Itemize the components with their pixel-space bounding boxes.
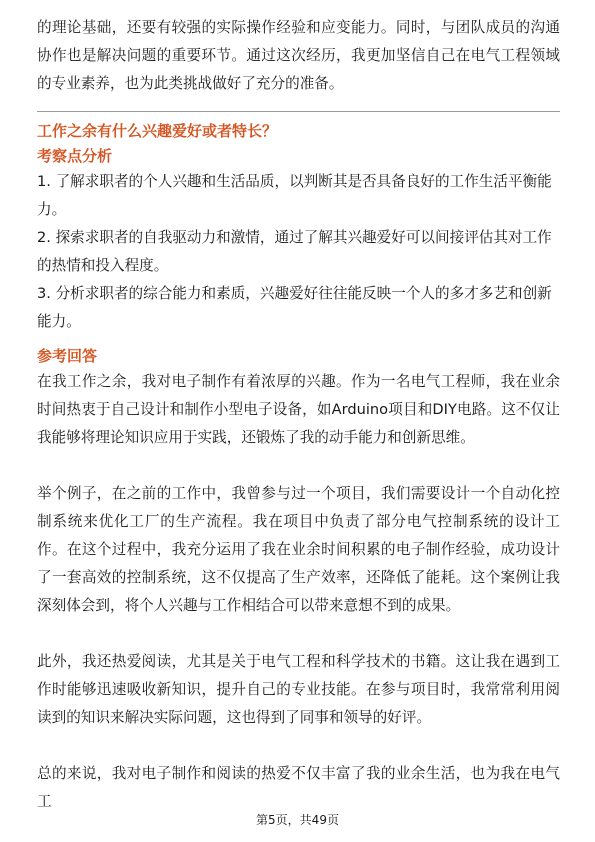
answer-heading: 参考回答	[37, 347, 98, 365]
page-number: 第5页，共49页	[256, 813, 339, 827]
answer-paragraph-4: 总的来说，我对电子制作和阅读的热爱不仅丰富了我的业余生活，也为我在电气工	[37, 765, 560, 810]
analysis-item-3: 3. 分析求职者的综合能力和素质，兴趣爱好往往能反映一个人的多才多艺和创新能力。	[37, 285, 552, 330]
spacer	[37, 620, 560, 648]
answer-paragraph-1: 在我工作之余，我对电子制作有着浓厚的兴趣。作为一名电气工程师，我在业余时间热衷于自己设计和制作小型电子设备，如Arduino项目和DIY电路。这不仅让我能够将理论知识应用于实践，还锻炼了我的动手能力和创新思维。	[37, 373, 560, 446]
intro-paragraph: 的理论基础，还要有较强的实际操作经验和应变能力。同时，与团队成员的沟通协作也是解决问题的重要环节。通过这次经历，我更加坚信自己在电气工程领域的专业素养，也为此类挑战做好了充分的准备。	[37, 19, 560, 92]
spacer	[37, 452, 560, 480]
answer-paragraph-2: 举个例子，在之前的工作中，我曾参与过一个项目，我们需要设计一个自动化控制系统来优化工厂的生产流程。我在项目中负责了部分电气控制系统的设计工作。在这个过程中，我充分运用了我在业余时间积累的电子制作经验，成功设计了一套高效的控制系统，这不仅提高了生产效率，还降低了能耗。这个案例让我深刻体会到，将个人兴趣与工作相结合可以带来意想不到的成果。	[37, 485, 560, 614]
page-footer	[0, 811, 595, 829]
answer-paragraph-3: 此外，我还热爱阅读，尤其是关于电气工程和科学技术的书籍。这让我在遇到工作时能够迅速吸收新知识，提升自己的专业技能。在参与项目时，我常常利用阅读到的知识来解决实际问题，这也得到了同事和领导的好评。	[37, 653, 560, 726]
document-page	[37, 14, 560, 816]
spacer	[37, 336, 560, 344]
analysis-item-1: 1. 了解求职者的个人兴趣和生活品质，以判断其是否具备良好的工作生活平衡能力。	[37, 173, 552, 218]
analysis-item-2: 2. 探索求职者的自我驱动力和激情，通过了解其兴趣爱好可以间接评估其对工作的热情和投入程度。	[37, 229, 552, 274]
analysis-heading: 考察点分析	[37, 147, 113, 165]
spacer	[37, 732, 560, 760]
question-heading: 工作之余有什么兴趣爱好或者特长？	[37, 122, 278, 140]
section-divider	[37, 111, 560, 112]
